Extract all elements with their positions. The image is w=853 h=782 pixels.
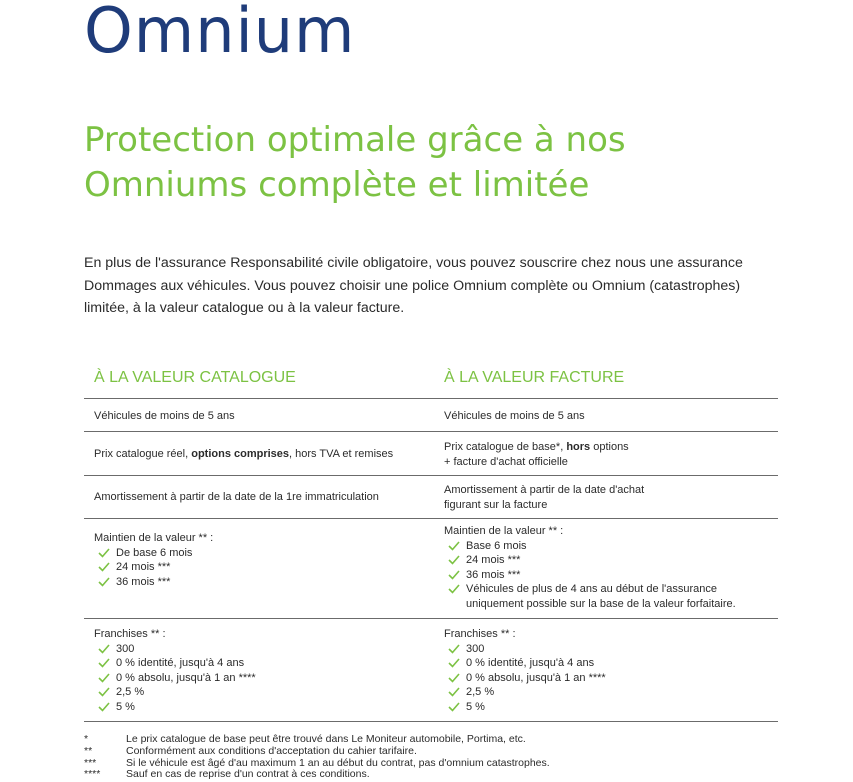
footnote: [84, 769, 778, 781]
footnote: [84, 746, 778, 758]
list-item: 300: [444, 642, 778, 657]
row2-left-bold: options comprises: [191, 448, 290, 460]
table-row: [84, 519, 778, 619]
row4-right-title: Maintien de la valeur ** :: [444, 525, 564, 537]
check-icon: [98, 577, 110, 587]
footnote-mark: ***: [84, 756, 97, 769]
check-icon: [448, 658, 460, 668]
header-facture: À LA VALEUR FACTURE: [444, 369, 625, 386]
check-icon: [448, 702, 460, 712]
check-icon: [98, 702, 110, 712]
list-item: 0 % identité, jusqu'à 4 ans: [94, 656, 424, 671]
list-item: 2,5 %: [444, 685, 778, 700]
check-icon: [448, 687, 460, 697]
row5-left-list: [94, 642, 424, 715]
row4-right-list: [444, 539, 778, 612]
check-icon: [448, 541, 460, 551]
header-catalogue: À LA VALEUR CATALOGUE: [94, 369, 296, 386]
check-icon: [98, 562, 110, 572]
list-item: Base 6 mois: [444, 539, 778, 554]
footnote-text: Le prix catalogue de base peut être trouvé dans Le Moniteur automobile, Portima, etc.: [126, 733, 526, 745]
table-row: [84, 399, 778, 432]
footnote-mark: *: [84, 733, 89, 745]
row3-left: Amortissement à partir de la date de la 1re immatriculation: [94, 491, 379, 503]
row3-right-line1: Amortissement à partir de la date d'achat: [444, 484, 645, 496]
check-icon: [98, 673, 110, 683]
list-item: 2,5 %: [94, 685, 424, 700]
list-item: De base 6 mois: [94, 546, 424, 561]
list-item: 0 % absolu, jusqu'à 1 an ****: [444, 671, 778, 686]
row5-right: [444, 627, 778, 714]
list-item: 0 % absolu, jusqu'à 1 an ****: [94, 671, 424, 686]
subtitle-line-2: Omniums complète et limitée: [84, 165, 590, 205]
check-icon: [98, 658, 110, 668]
row2-right-text-end: options: [590, 441, 629, 453]
row2-left: [94, 447, 424, 462]
check-icon: [98, 548, 110, 558]
row5-left: [94, 627, 424, 714]
row3-right-line2: figurant sur la facture: [444, 498, 548, 511]
check-icon: [448, 570, 460, 580]
footnotes: [84, 734, 778, 781]
row3-right: [444, 483, 778, 512]
check-icon: [448, 673, 460, 683]
check-icon: [98, 687, 110, 697]
table-row: [84, 476, 778, 519]
row4-left-title: Maintien de la valeur ** :: [94, 532, 214, 544]
check-icon: [448, 555, 460, 565]
row1-left: Véhicules de moins de 5 ans: [94, 410, 235, 422]
intro-paragraph: En plus de l'assurance Responsabilité civile obligatoire, vous pouvez souscrire chez nous une assurance Dommages aux véhicules. Vous pouvez choisir une police Omnium complète ou Omnium (catastrophes) limitée, à la valeur catalogue ou à la valeur facture.: [84, 255, 743, 316]
row5-right-title: Franchises ** :: [444, 628, 516, 640]
row5-left-title: Franchises ** :: [94, 628, 166, 640]
row2-right-line2: + facture d'achat officielle: [444, 455, 568, 468]
row2-right-text: Prix catalogue de base*,: [444, 441, 567, 453]
check-icon: [448, 644, 460, 654]
footnote-mark: **: [84, 744, 93, 757]
check-icon: [448, 584, 460, 594]
subtitle-line-1: Protection optimale grâce à nos: [84, 120, 626, 160]
row2-right-bold: hors: [566, 441, 591, 453]
list-item: 0 % identité, jusqu'à 4 ans: [444, 656, 778, 671]
check-icon: [98, 644, 110, 654]
list-item: 36 mois ***: [94, 575, 424, 590]
list-item: 36 mois ***: [444, 568, 778, 583]
list-item: 5 %: [94, 700, 424, 715]
row2-left-text-end: , hors TVA et remises: [289, 448, 394, 460]
footnote-text: Conformément aux conditions d'acceptation du cahier tarifaire.: [126, 744, 417, 757]
row5-right-list: [444, 642, 778, 715]
list-item: 24 mois ***: [444, 553, 778, 568]
footnote-text: Si le véhicule est âgé d'au maximum 1 an au début du contrat, pas d'omnium catastrophes.: [126, 756, 550, 769]
footnote-mark: ****: [84, 768, 101, 781]
row4-left: [94, 531, 424, 589]
footnote-text: Sauf en cas de reprise d'un contrat à ces conditions.: [126, 768, 370, 781]
table-row: [84, 619, 778, 722]
list-item: Véhicules de plus de 4 ans au début de l'assurance uniquement possible sur la base de la valeur forfaitaire.: [444, 582, 778, 611]
table-header: [84, 368, 778, 399]
list-item: 300: [94, 642, 424, 657]
page-subtitle: [84, 118, 804, 208]
list-item: 24 mois ***: [94, 560, 424, 575]
list-item: 5 %: [444, 700, 778, 715]
table-row: [84, 432, 778, 476]
page-title: Omnium: [84, 0, 356, 67]
row2-left-text: Prix catalogue réel,: [94, 448, 192, 460]
row4-left-list: [94, 546, 424, 590]
row4-right: [444, 524, 778, 611]
row1-right: Véhicules de moins de 5 ans: [444, 410, 585, 422]
row2-right: [444, 440, 778, 469]
